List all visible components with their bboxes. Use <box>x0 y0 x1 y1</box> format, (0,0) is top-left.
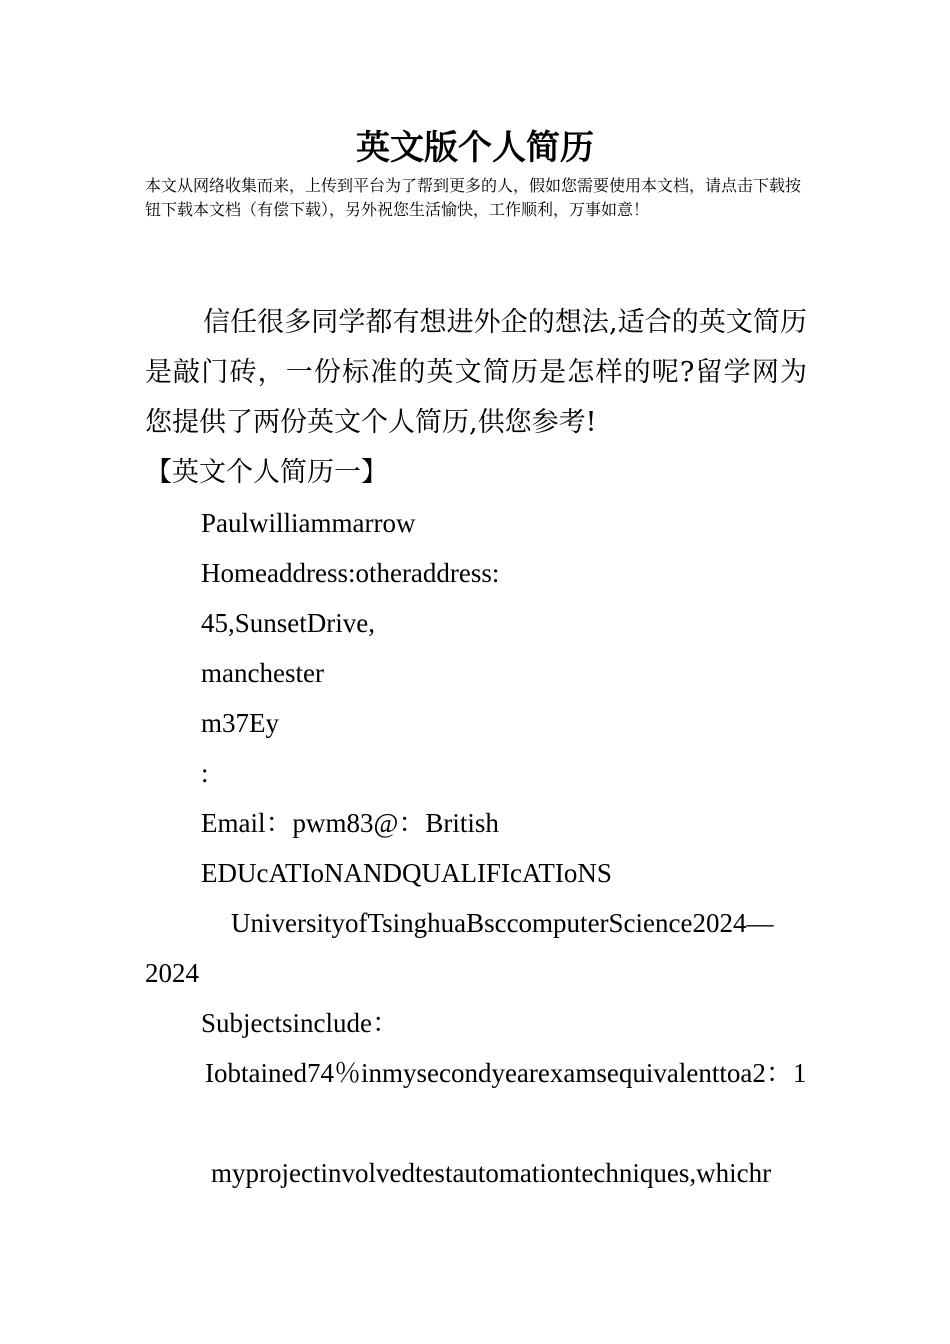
address-label: Homeaddress:otheraddress: <box>201 558 500 588</box>
section-heading: 【英文个人简历一】 <box>145 457 388 488</box>
education-heading: EDUcATIoNANDQUALIFIcATIoNS <box>201 858 612 888</box>
address-city: manchester <box>201 658 324 688</box>
download-notice: 本文从网络收集而来，上传到平台为了帮到更多的人，假如您需要使用本文档，请点击下载按钮下载本文档（有偿下载），另外祝您生活愉快，工作顺利，万事如意！ <box>145 176 802 219</box>
subjects-line: Subjectsinclude： <box>201 1008 399 1038</box>
education-entry: UniversityofTsinghuaBsccomputerScience2024—2024 <box>145 908 774 988</box>
intro-paragraph: 信任很多同学都有想进外企的想法,适合的英文简历是敲门砖，一份标准的英文简历是怎样的呢?留学网为您提供了两份英文个人简历,供您参考! <box>145 307 807 438</box>
address-postcode: m37Ey <box>201 708 279 738</box>
document-title: 英文版个人简历 <box>356 128 594 168</box>
resume-name: Paulwilliammarrow <box>201 508 416 538</box>
email-line: Email：pwm83@：British <box>201 808 499 838</box>
colon-line: : <box>201 758 209 788</box>
exam-result: Iobtained74％inmysecondyearexamsequivalenttoa2：1 <box>205 1058 807 1088</box>
project-line: myprojectinvolvedtestautomationtechniques,whichr <box>211 1158 772 1188</box>
address-street: 45,SunsetDrive, <box>201 608 375 638</box>
